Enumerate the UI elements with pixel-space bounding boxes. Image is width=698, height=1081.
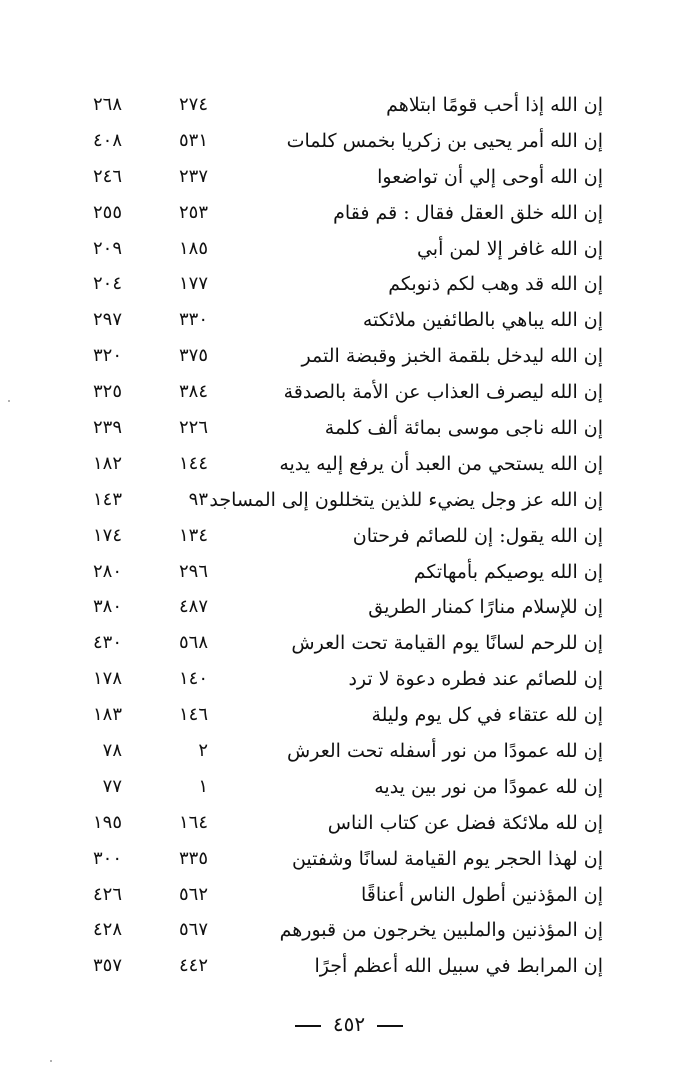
hadith-opening-text: إن لله عمودًا من نور بين يديه xyxy=(374,775,603,798)
page-reference: ٤٢٨ xyxy=(92,919,122,941)
hadith-opening-text: إن الله ناجى موسى بمائة ألف كلمة xyxy=(324,417,603,440)
hadith-opening-text: إن لهذا الحجر يوم القيامة لسانًا وشفتين xyxy=(291,847,603,870)
page-reference: ٣٠٠ xyxy=(92,847,122,869)
hadith-opening-text: إن الله يستحي من العبد أن يرفع إليه يديه xyxy=(279,452,603,475)
hadith-number: ٥٦٢ xyxy=(178,883,208,905)
page-reference: ٢٩٧ xyxy=(92,309,122,331)
hadith-number: ٩٣ xyxy=(188,488,208,510)
hadith-opening-text: إن المؤذنين أطول الناس أعناقًا xyxy=(360,883,603,906)
page-reference: ٧٨ xyxy=(102,740,122,762)
hadith-opening-text: إن الله أوحى إلي أن تواضعوا xyxy=(377,165,603,188)
hadith-opening-text: إن للإسلام منارًا كمنار الطريق xyxy=(368,596,603,619)
page-reference: ٣٨٠ xyxy=(92,596,122,618)
hadith-number: ١٤٠ xyxy=(178,668,208,690)
index-row xyxy=(0,124,698,160)
page-reference: ٤٠٨ xyxy=(92,129,122,151)
page-reference: ١٤٣ xyxy=(92,488,122,510)
hadith-number: ١٤٦ xyxy=(178,704,208,726)
hadith-number: ٢٩٦ xyxy=(178,560,208,582)
index-row xyxy=(0,232,698,268)
hadith-number: ٥٣١ xyxy=(178,129,208,151)
index-row xyxy=(0,842,698,878)
hadith-opening-text: إن للصائم عند فطره دعوة لا ترد xyxy=(348,668,603,691)
page-reference: ٢٤٦ xyxy=(92,165,122,187)
hadith-opening-text: إن لله عمودًا من نور أسفله تحت العرش xyxy=(287,740,603,763)
footer-dash-left xyxy=(295,1025,321,1027)
hadith-number: ٥٦٧ xyxy=(178,919,208,941)
hadith-opening-text: إن الله عز وجل يضيء للذين يتخللون إلى المساجد xyxy=(209,488,603,511)
index-row xyxy=(0,806,698,842)
hadith-opening-text: إن المرابط في سبيل الله أعظم أجرًا xyxy=(314,955,603,978)
index-row xyxy=(0,196,698,232)
page-reference: ١٩٥ xyxy=(92,811,122,833)
hadith-number: ٣٧٥ xyxy=(178,345,208,367)
index-row xyxy=(0,519,698,555)
hadith-number: ٣٣٥ xyxy=(178,847,208,869)
scan-speck xyxy=(8,400,10,402)
hadith-number: ٤٤٢ xyxy=(178,955,208,977)
page-reference: ٣٢٠ xyxy=(92,345,122,367)
page-reference: ٢٠٤ xyxy=(92,273,122,295)
index-row xyxy=(0,698,698,734)
index-row xyxy=(0,375,698,411)
index-row xyxy=(0,411,698,447)
page-reference: ٣٢٥ xyxy=(92,381,122,403)
hadith-opening-text: إن الله ليصرف العذاب عن الأمة بالصدقة xyxy=(283,381,603,404)
index-row xyxy=(0,626,698,662)
index-row xyxy=(0,88,698,124)
index-row xyxy=(0,662,698,698)
hadith-number: ٢٢٦ xyxy=(178,417,208,439)
hadith-opening-text: إن الله غافر إلا لمن أبي xyxy=(416,237,603,260)
page-footer xyxy=(0,1010,698,1038)
page-reference: ٤٣٠ xyxy=(92,632,122,654)
hadith-number: ١٧٧ xyxy=(178,273,208,295)
hadith-opening-text: إن المؤذنين والملبين يخرجون من قبورهم xyxy=(279,919,603,942)
page-number: ٤٥٢ xyxy=(332,1012,366,1036)
index-row xyxy=(0,267,698,303)
footer-dash-right xyxy=(377,1025,403,1027)
hadith-opening-text: إن الله يوصيكم بأمهاتكم xyxy=(413,560,603,583)
hadith-opening-text: إن لله عتقاء في كل يوم وليلة xyxy=(371,704,603,727)
hadith-number: ١٤٤ xyxy=(178,452,208,474)
page-reference: ٢٠٩ xyxy=(92,237,122,259)
index-row xyxy=(0,949,698,985)
hadith-opening-text: إن للرحم لسانًا يوم القيامة تحت العرش xyxy=(291,632,603,655)
hadith-number: ١ xyxy=(198,775,208,797)
hadith-number: ٢٥٣ xyxy=(178,201,208,223)
index-row xyxy=(0,734,698,770)
index-row xyxy=(0,770,698,806)
page-reference: ١٨٣ xyxy=(92,704,122,726)
page-reference: ٧٧ xyxy=(102,775,122,797)
page-reference: ١٧٤ xyxy=(92,524,122,546)
hadith-opening-text: إن الله يباهي بالطائفين ملائكته xyxy=(362,309,603,332)
page-reference: ١٧٨ xyxy=(92,668,122,690)
hadith-opening-text: إن لله ملائكة فضل عن كتاب الناس xyxy=(327,811,603,834)
index-row xyxy=(0,483,698,519)
hadith-opening-text: إن الله إذا أحب قومًا ابتلاهم xyxy=(386,94,603,116)
index-row xyxy=(0,303,698,339)
hadith-opening-text: إن الله قد وهب لكم ذنوبكم xyxy=(388,273,603,296)
hadith-number: ٣٨٤ xyxy=(178,381,208,403)
page-reference: ٤٢٦ xyxy=(92,883,122,905)
hadith-number: ٤٨٧ xyxy=(178,596,208,618)
hadith-opening-text: إن الله ليدخل بلقمة الخبز وقبضة التمر xyxy=(301,345,603,368)
page-reference: ٢٥٥ xyxy=(92,201,122,223)
index-row xyxy=(0,878,698,914)
page-reference: ١٨٢ xyxy=(92,452,122,474)
index-row xyxy=(0,590,698,626)
index-row xyxy=(0,160,698,196)
hadith-number: ١٨٥ xyxy=(178,237,208,259)
hadith-number: ١٦٤ xyxy=(178,811,208,833)
index-row xyxy=(0,913,698,949)
hadith-opening-text: إن الله أمر يحيى بن زكريا بخمس كلمات xyxy=(286,129,603,152)
hadith-number: ٢٣٧ xyxy=(178,165,208,187)
page-reference: ٢٨٠ xyxy=(92,560,122,582)
hadith-index-list xyxy=(0,88,698,985)
hadith-opening-text: إن الله يقول: إن للصائم فرحتان xyxy=(352,524,603,547)
page-reference: ٣٥٧ xyxy=(92,955,122,977)
index-row xyxy=(0,339,698,375)
page-reference: ٢٦٨ xyxy=(92,94,122,115)
hadith-number: ٥٦٨ xyxy=(178,632,208,654)
index-row xyxy=(0,555,698,591)
hadith-number: ١٣٤ xyxy=(178,524,208,546)
hadith-number: ٢٧٤ xyxy=(178,94,208,115)
hadith-opening-text: إن الله خلق العقل فقال : قم فقام xyxy=(333,201,603,224)
index-row xyxy=(0,447,698,483)
hadith-number: ٢ xyxy=(198,740,208,762)
hadith-number: ٣٣٠ xyxy=(178,309,208,331)
scan-speck xyxy=(50,1060,52,1062)
page-reference: ٢٣٩ xyxy=(92,417,122,439)
